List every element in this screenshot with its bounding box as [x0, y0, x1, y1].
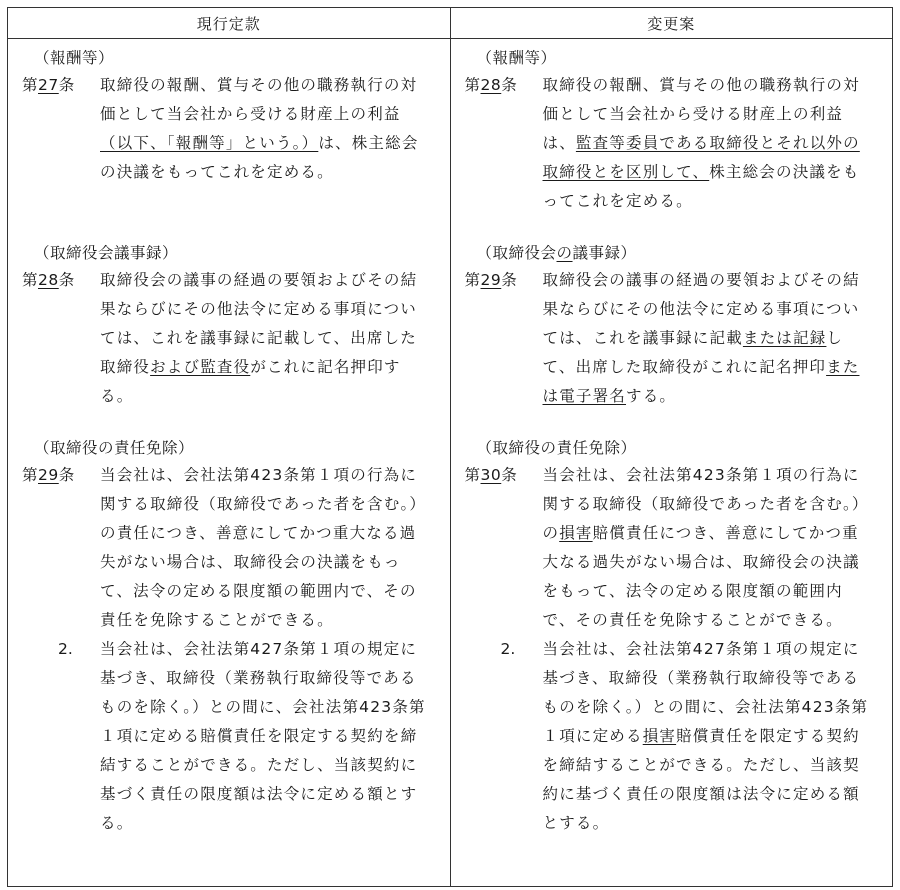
- article-prefix: 第: [464, 466, 481, 484]
- current-column: [8, 39, 450, 886]
- section-title: （報酬等）: [476, 49, 557, 67]
- article-num: 29: [38, 466, 59, 484]
- section-title: [451, 240, 893, 266]
- article-number: [22, 71, 75, 100]
- text-part: 賠償責任につき、善意にしてかつ重大なる過失がない場合は、取締役会の決議をもって、法令の定める限度額の範囲内で、その責任を免除することができる。: [542, 524, 860, 629]
- changed-text: または電子署名: [542, 358, 860, 405]
- article-number: [22, 461, 75, 490]
- text-part: がこれに記名押印する。: [100, 358, 401, 405]
- section-title: （取締役会議事録）: [34, 244, 179, 262]
- proposed-section-minutes: [451, 240, 893, 411]
- article: [8, 71, 450, 187]
- article-number: [465, 266, 518, 295]
- article-text: [543, 266, 875, 411]
- text-part: 取締役の報酬、賞与その他の職務執行の対価として当会社から受ける財産上の利益は、: [542, 76, 860, 152]
- changed-text: または記録: [742, 329, 827, 347]
- header-current: 現行定款: [196, 14, 261, 33]
- item-number: 2.: [58, 640, 73, 658]
- article-suffix: 条: [58, 271, 75, 289]
- text-part: 賠償責任を限定する契約を締結することができる。ただし、当該契約に基づく責任の限度額は法令に定める額とする。: [542, 727, 860, 832]
- article-num: 28: [480, 76, 502, 94]
- article: [451, 461, 893, 635]
- text-part: 株主総会の決議をもってこれを定める。: [542, 163, 860, 210]
- section-title: （報酬等）: [34, 49, 115, 67]
- article-suffix: 条: [58, 466, 75, 484]
- article-num: 27: [38, 76, 59, 94]
- article-suffix: 条: [501, 466, 518, 484]
- article: [451, 266, 893, 411]
- article: [8, 461, 450, 635]
- text-part: 取締役会の議事の経過の要領およびその結果ならびにその他法令に定める事項については、これを議事録に記載: [542, 271, 860, 347]
- article-text: [100, 266, 432, 411]
- article-num: 30: [480, 466, 502, 484]
- item-number: 2.: [500, 640, 516, 658]
- article-prefix: 第: [22, 271, 39, 289]
- article-number: [465, 71, 518, 100]
- articles-comparison-table: [7, 7, 893, 887]
- section-title: （取締役の責任免除）: [34, 439, 195, 457]
- changed-text: の: [556, 244, 573, 262]
- changed-text: 損害: [559, 524, 593, 542]
- changed-text: および監査役: [150, 358, 251, 376]
- item-text: 当会社は、会社法第427条第１項の規定に基づき、取締役（業務執行取締役等であるものを除く。）との間に、会社法第423条第１項に定める賠償責任を限定する契約を締結することができる。ただし、当該契約に基づく責任の限度額は法令に定める額とする。: [100, 640, 426, 832]
- article-suffix: 条: [501, 76, 518, 94]
- article-text: 当会社は、会社法第423条第１項の行為に関する取締役（取締役であった者を含む。）の責任につき、善意にしてかつ重大なる過失がない場合は、取締役会の決議をもって、法令の定める限度額の範囲内で、その責任を免除することができる。: [100, 466, 427, 629]
- section-title: （取締役の責任免除）: [476, 439, 637, 457]
- changed-text: （以下、「報酬等」という。）: [100, 134, 319, 152]
- article-prefix: 第: [464, 271, 481, 289]
- article-number: [465, 461, 518, 490]
- current-section-remuneration: [8, 45, 450, 187]
- article: [8, 266, 450, 411]
- article-item: [8, 635, 450, 838]
- article-text: [543, 71, 875, 216]
- table-body: [8, 39, 892, 886]
- current-section-liability: [8, 435, 450, 838]
- text-part: する。: [626, 387, 677, 405]
- text-part: 当会社は、会社法第423条第１項の行為に関する取締役（取締役であった者を含む。）の: [542, 466, 869, 542]
- article-item: [451, 635, 893, 838]
- text-part: 取締役会の議事の経過の要領およびその結果ならびにその他法令に定める事項については、これを議事録に記載して、出席した取締役: [100, 271, 418, 376]
- changed-text: 監査等委員である取締役とそれ以外の取締役とを区別して、: [542, 134, 860, 181]
- article: [451, 71, 893, 216]
- table-header: [8, 8, 892, 39]
- proposed-section-liability: [451, 435, 893, 838]
- text-part: して、出席した取締役がこれに記名押印: [542, 329, 844, 376]
- proposed-section-remuneration: [451, 45, 893, 216]
- changed-text: 損害: [642, 727, 677, 745]
- article-suffix: 条: [501, 271, 518, 289]
- article-number: [22, 266, 75, 295]
- article-prefix: 第: [464, 76, 481, 94]
- header-proposed: 変更案: [450, 8, 893, 38]
- text-part: は、株主総会の決議をもってこれを定める。: [100, 134, 419, 181]
- title-part: 議事録）: [572, 244, 637, 262]
- text-part: 取締役の報酬、賞与その他の職務執行の対価として当会社から受ける財産上の利益: [100, 76, 418, 123]
- title-part: （取締役会: [476, 244, 557, 262]
- article-num: 28: [38, 271, 59, 289]
- article-prefix: 第: [22, 466, 39, 484]
- article-num: 29: [480, 271, 502, 289]
- proposed-column: [450, 39, 893, 886]
- article-prefix: 第: [22, 76, 39, 94]
- article-text: [100, 71, 432, 187]
- current-section-minutes: [8, 240, 450, 411]
- text-part: 当会社は、会社法第427条第１項の規定に基づき、取締役（業務執行取締役等であるものを除く。）との間に、会社法第423条第１項に定める: [542, 640, 869, 745]
- article-suffix: 条: [58, 76, 75, 94]
- article-text: [543, 461, 875, 635]
- item-text: [543, 635, 875, 838]
